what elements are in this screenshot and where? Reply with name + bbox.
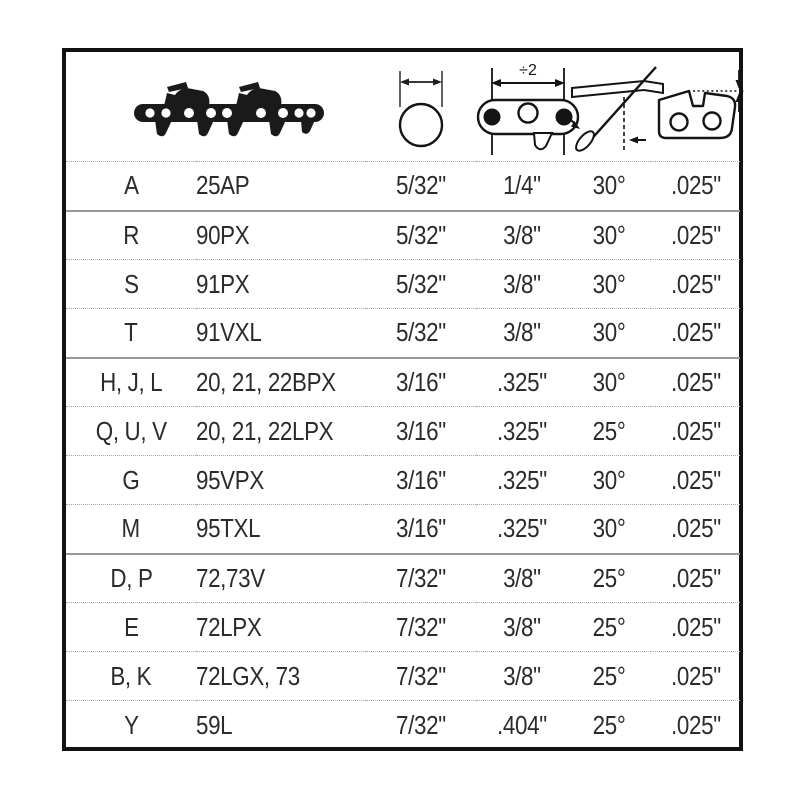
cell-pitch: 3/8" — [476, 260, 568, 309]
cell-model: 72LGX, 73 — [196, 652, 366, 701]
spec-table-grid — [66, 52, 740, 750]
cell-angle: 25° — [568, 407, 651, 456]
col-header-file-size — [366, 52, 476, 162]
cell-model: 95TXL — [196, 505, 366, 554]
table-row-t — [66, 309, 740, 358]
cell-file-size: 3/16" — [366, 358, 476, 407]
cell-letter: R — [66, 211, 196, 260]
cell-model: 59L — [196, 701, 366, 750]
cell-angle: 25° — [568, 652, 651, 701]
cell-model: 72LPX — [196, 603, 366, 652]
cell-angle: 30° — [568, 505, 651, 554]
cell-gauge: .025" — [651, 211, 740, 260]
cell-angle: 30° — [568, 260, 651, 309]
table-row-m — [66, 505, 740, 554]
cell-gauge: .025" — [651, 701, 740, 750]
file-size-icon — [393, 69, 449, 149]
cell-pitch: .325" — [476, 407, 568, 456]
table-row-a — [66, 162, 740, 211]
cell-gauge: .025" — [651, 260, 740, 309]
cell-file-size: 7/32" — [366, 603, 476, 652]
cell-model: 72,73V — [196, 554, 366, 603]
table-row-y — [66, 701, 740, 750]
table-row-hjl — [66, 358, 740, 407]
chain-illustration-icon — [139, 78, 319, 140]
table-row-r — [66, 211, 740, 260]
table-row-g — [66, 456, 740, 505]
cell-pitch: .325" — [476, 456, 568, 505]
cell-gauge: .025" — [651, 456, 740, 505]
cell-model: 95VPX — [196, 456, 366, 505]
cell-model: 91VXL — [196, 309, 366, 358]
cell-angle: 25° — [568, 701, 651, 750]
cell-letter: S — [66, 260, 196, 309]
col-header-pitch — [476, 52, 568, 162]
table-row-s — [66, 260, 740, 309]
cell-pitch: .404" — [476, 701, 568, 750]
cell-pitch: 3/8" — [476, 211, 568, 260]
cell-angle: 30° — [568, 162, 651, 211]
table-row-bk — [66, 652, 740, 701]
cell-letter: E — [66, 603, 196, 652]
cell-gauge: .025" — [651, 309, 740, 358]
cell-gauge: .025" — [651, 554, 740, 603]
cell-pitch: 3/8" — [476, 652, 568, 701]
cell-letter: B, K — [66, 652, 196, 701]
cell-letter: Q, U, V — [66, 407, 196, 456]
chain-spec-table — [62, 48, 743, 751]
cell-model: 20, 21, 22BPX — [196, 358, 366, 407]
cell-model: 20, 21, 22LPX — [196, 407, 366, 456]
cell-pitch: 3/8" — [476, 554, 568, 603]
cell-angle: 30° — [568, 456, 651, 505]
cell-pitch: 3/8" — [476, 603, 568, 652]
col-header-angle — [568, 52, 651, 162]
table-row-dp — [66, 554, 740, 603]
cell-letter: D, P — [66, 554, 196, 603]
cell-gauge: .025" — [651, 162, 740, 211]
cell-model: 25AP — [196, 162, 366, 211]
cell-gauge: .025" — [651, 652, 740, 701]
cell-pitch: .325" — [476, 505, 568, 554]
cell-pitch: 3/8" — [476, 309, 568, 358]
cell-letter: Y — [66, 701, 196, 750]
header-row — [66, 52, 740, 162]
cell-file-size: 5/32" — [366, 162, 476, 211]
cell-file-size: 3/16" — [366, 407, 476, 456]
depth-gauge-icon — [651, 66, 747, 152]
cell-gauge: .025" — [651, 358, 740, 407]
col-header-gauge — [651, 52, 740, 162]
cell-file-size: 7/32" — [366, 554, 476, 603]
cell-file-size: 7/32" — [366, 701, 476, 750]
cell-letter: M — [66, 505, 196, 554]
cell-angle: 25° — [568, 603, 651, 652]
table-row-quv — [66, 407, 740, 456]
cell-file-size: 3/16" — [366, 456, 476, 505]
cell-letter: T — [66, 309, 196, 358]
cell-letter: H, J, L — [66, 358, 196, 407]
cell-file-size: 3/16" — [366, 505, 476, 554]
pitch-icon — [476, 62, 580, 156]
cell-pitch: 1/4" — [476, 162, 568, 211]
cell-file-size: 5/32" — [366, 211, 476, 260]
table-row-e — [66, 603, 740, 652]
cell-gauge: .025" — [651, 407, 740, 456]
cell-file-size: 5/32" — [366, 309, 476, 358]
cell-letter: A — [66, 162, 196, 211]
cell-angle: 30° — [568, 358, 651, 407]
cell-letter: G — [66, 456, 196, 505]
cell-angle: 25° — [568, 554, 651, 603]
cell-angle: 30° — [568, 211, 651, 260]
cell-model: 91PX — [196, 260, 366, 309]
cell-gauge: .025" — [651, 505, 740, 554]
cell-model: 90PX — [196, 211, 366, 260]
col-header-chain — [66, 52, 366, 162]
cell-gauge: .025" — [651, 603, 740, 652]
cell-file-size: 5/32" — [366, 260, 476, 309]
pitch-divide-label: ÷2 — [519, 62, 537, 79]
cell-file-size: 7/32" — [366, 652, 476, 701]
cell-angle: 30° — [568, 309, 651, 358]
cell-pitch: .325" — [476, 358, 568, 407]
